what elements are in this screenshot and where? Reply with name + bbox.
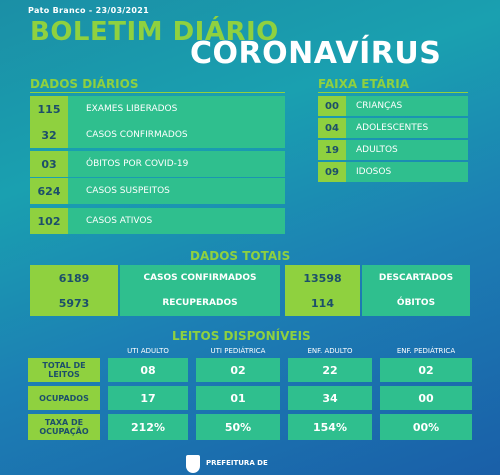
age-row (318, 118, 468, 138)
age-label: CRIANÇAS (346, 96, 468, 116)
daily-label: CASOS SUSPEITOS (68, 178, 285, 204)
daily-divider (30, 92, 285, 93)
daily-label: EXAMES LIBERADOS (68, 96, 285, 122)
daily-label: CASOS ATIVOS (68, 208, 285, 234)
age-section-title: FAIXA ETÁRIA (318, 77, 410, 91)
daily-label: ÓBITOS POR COVID-19 (68, 151, 285, 177)
age-row (318, 162, 468, 182)
total-recovered-value: 5973 (30, 290, 118, 316)
location-date: Pato Branco - 23/03/2021 (28, 6, 149, 15)
age-label: IDOSOS (346, 162, 468, 182)
beds-col-header: ENF. PEDIÁTRICA (396, 347, 456, 355)
beds-cell: 00% (380, 414, 472, 440)
beds-row-label: TOTAL DE (42, 361, 86, 370)
total-confirmed-label: CASOS CONFIRMADOS (120, 265, 280, 291)
daily-row (30, 122, 285, 148)
total-discarded-value: 13598 (285, 265, 360, 291)
total-deaths-value: 114 (285, 290, 360, 316)
daily-section-title: DADOS DIÁRIOS (30, 77, 139, 91)
daily-label: CASOS CONFIRMADOS (68, 122, 285, 148)
daily-row (30, 178, 285, 204)
totals-section-title: DADOS TOTAIS (190, 249, 291, 263)
total-recovered-label: RECUPERADOS (120, 290, 280, 316)
age-value: 00 (318, 96, 346, 116)
beds-row-header (28, 386, 100, 410)
coronavirus-title: CORONAVÍRUS (190, 36, 442, 71)
daily-row (30, 96, 285, 122)
beds-cell: 50% (196, 414, 280, 440)
beds-cell: 02 (196, 358, 280, 382)
age-value: 09 (318, 162, 346, 182)
daily-row (30, 151, 285, 177)
beds-col-header: UTI ADULTO (127, 347, 169, 355)
beds-col-header: UTI PEDIÁTRICA (210, 347, 266, 355)
age-value: 19 (318, 140, 346, 160)
beds-row-label: TAXA DE (44, 418, 84, 427)
age-label: ADOLESCENTES (346, 118, 468, 138)
beds-section-title: LEITOS DISPONÍVEIS (172, 329, 311, 343)
daily-value: 624 (30, 178, 68, 204)
total-deaths-label: ÓBITOS (362, 290, 470, 316)
daily-value: 32 (30, 122, 68, 148)
daily-value: 115 (30, 96, 68, 122)
beds-cell: 08 (108, 358, 188, 382)
beds-cell: 34 (288, 386, 372, 410)
age-divider (318, 92, 468, 93)
total-confirmed-value: 6189 (30, 265, 118, 291)
age-value: 04 (318, 118, 346, 138)
age-label: ADULTOS (346, 140, 468, 160)
bulletin-title: BOLETIM DIÁRIO (30, 17, 279, 47)
beds-cell: 154% (288, 414, 372, 440)
beds-row-header (28, 414, 100, 440)
beds-row-label: OCUPAÇÃO (39, 427, 89, 436)
daily-value: 03 (30, 151, 68, 177)
footer-org: PREFEITURA DE (206, 459, 268, 467)
beds-cell: 00 (380, 386, 472, 410)
beds-cell: 02 (380, 358, 472, 382)
age-row (318, 96, 468, 116)
daily-row (30, 208, 285, 234)
beds-row-label: OCUPADOS (39, 393, 89, 403)
beds-cell: 01 (196, 386, 280, 410)
beds-cell: 22 (288, 358, 372, 382)
beds-row-header (28, 358, 100, 382)
beds-row-label: LEITOS (48, 370, 80, 379)
beds-cell: 17 (108, 386, 188, 410)
beds-cell: 212% (108, 414, 188, 440)
city-crest-icon (186, 455, 200, 473)
beds-col-header: ENF. ADULTO (307, 347, 353, 355)
total-discarded-label: DESCARTADOS (362, 265, 470, 291)
age-row (318, 140, 468, 160)
daily-value: 102 (30, 208, 68, 234)
